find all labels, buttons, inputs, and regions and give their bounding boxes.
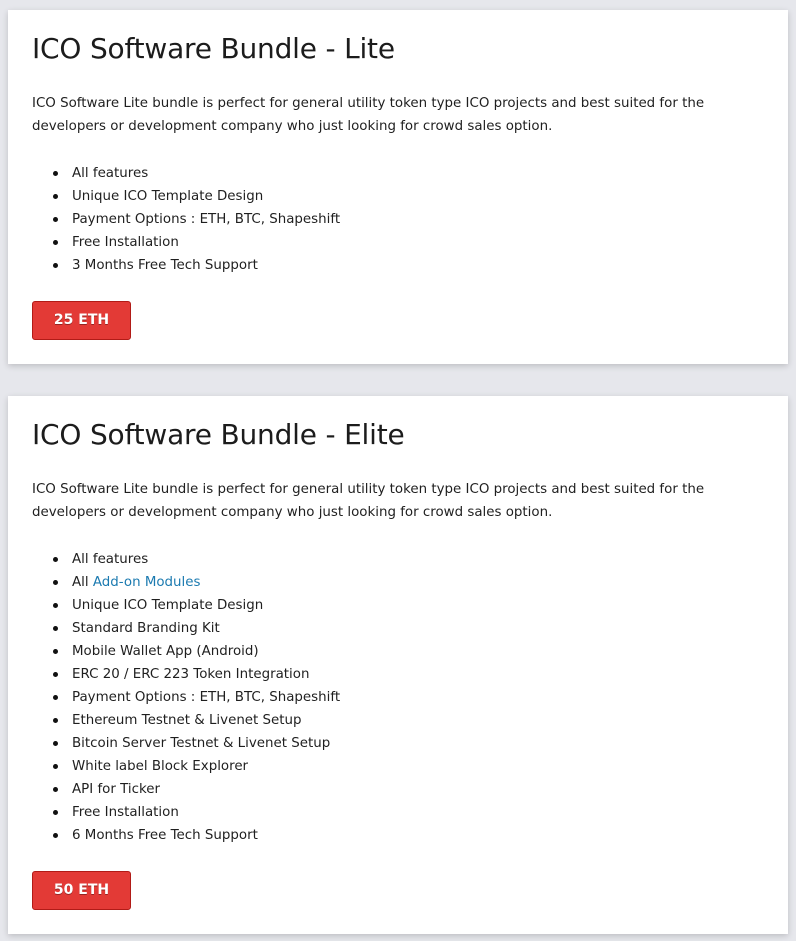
bullet-icon bbox=[53, 764, 58, 769]
bundle-card-lite bbox=[8, 10, 788, 364]
feature-item: White label Block Explorer bbox=[72, 755, 340, 778]
feature-item: Payment Options : ETH, BTC, Shapeshift bbox=[72, 686, 340, 709]
feature-item: Payment Options : ETH, BTC, Shapeshift bbox=[72, 208, 340, 231]
feature-item: Free Installation bbox=[72, 231, 340, 254]
bundle-card-elite bbox=[8, 396, 788, 934]
bundle-description: ICO Software Lite bundle is perfect for general utility token type ICO projects and best suited for the developers or development company who just looking for crowd sales option. bbox=[32, 96, 705, 134]
feature-item: ERC 20 / ERC 223 Token Integration bbox=[72, 663, 340, 686]
feature-item: Ethereum Testnet & Livenet Setup bbox=[72, 709, 340, 732]
addon-modules-link[interactable]: Add-on Modules bbox=[92, 575, 201, 590]
bullet-icon bbox=[53, 171, 58, 176]
feature-item: Unique ICO Template Design bbox=[72, 185, 340, 208]
bundle-title: ICO Software Bundle - Elite bbox=[32, 418, 405, 451]
feature-item: Unique ICO Template Design bbox=[72, 594, 340, 617]
bullet-icon bbox=[53, 626, 58, 631]
bullet-icon bbox=[53, 240, 58, 245]
feature-item: All features bbox=[72, 548, 340, 571]
feature-item: 6 Months Free Tech Support bbox=[72, 824, 340, 847]
bullet-icon bbox=[53, 580, 58, 585]
bullet-icon bbox=[53, 557, 58, 562]
bullet-icon bbox=[53, 833, 58, 838]
feature-item: 3 Months Free Tech Support bbox=[72, 254, 340, 277]
bullet-icon bbox=[53, 217, 58, 222]
bullet-icon bbox=[53, 649, 58, 654]
bullet-icon bbox=[53, 672, 58, 677]
feature-item-addons: All Add-on Modules bbox=[72, 571, 340, 594]
bullet-icon bbox=[53, 718, 58, 723]
feature-list bbox=[32, 548, 340, 847]
bullet-icon bbox=[53, 263, 58, 268]
bullet-icon bbox=[53, 787, 58, 792]
feature-item: Free Installation bbox=[72, 801, 340, 824]
bundle-title: ICO Software Bundle - Lite bbox=[32, 32, 395, 65]
feature-item: Standard Branding Kit bbox=[72, 617, 340, 640]
bullet-icon bbox=[53, 194, 58, 199]
bullet-icon bbox=[53, 695, 58, 700]
bullet-icon bbox=[53, 603, 58, 608]
feature-item: Bitcoin Server Testnet & Livenet Setup bbox=[72, 732, 340, 755]
bundle-description: ICO Software Lite bundle is perfect for general utility token type ICO projects and best suited for the developers or development company who just looking for crowd sales option. bbox=[32, 482, 705, 520]
price-button[interactable]: 25 ETH bbox=[32, 301, 131, 340]
feature-item: All features bbox=[72, 162, 340, 185]
feature-item: API for Ticker bbox=[72, 778, 340, 801]
feature-item: Mobile Wallet App (Android) bbox=[72, 640, 340, 663]
price-button[interactable]: 50 ETH bbox=[32, 871, 131, 910]
feature-list bbox=[32, 162, 340, 277]
bullet-icon bbox=[53, 741, 58, 746]
bullet-icon bbox=[53, 810, 58, 815]
